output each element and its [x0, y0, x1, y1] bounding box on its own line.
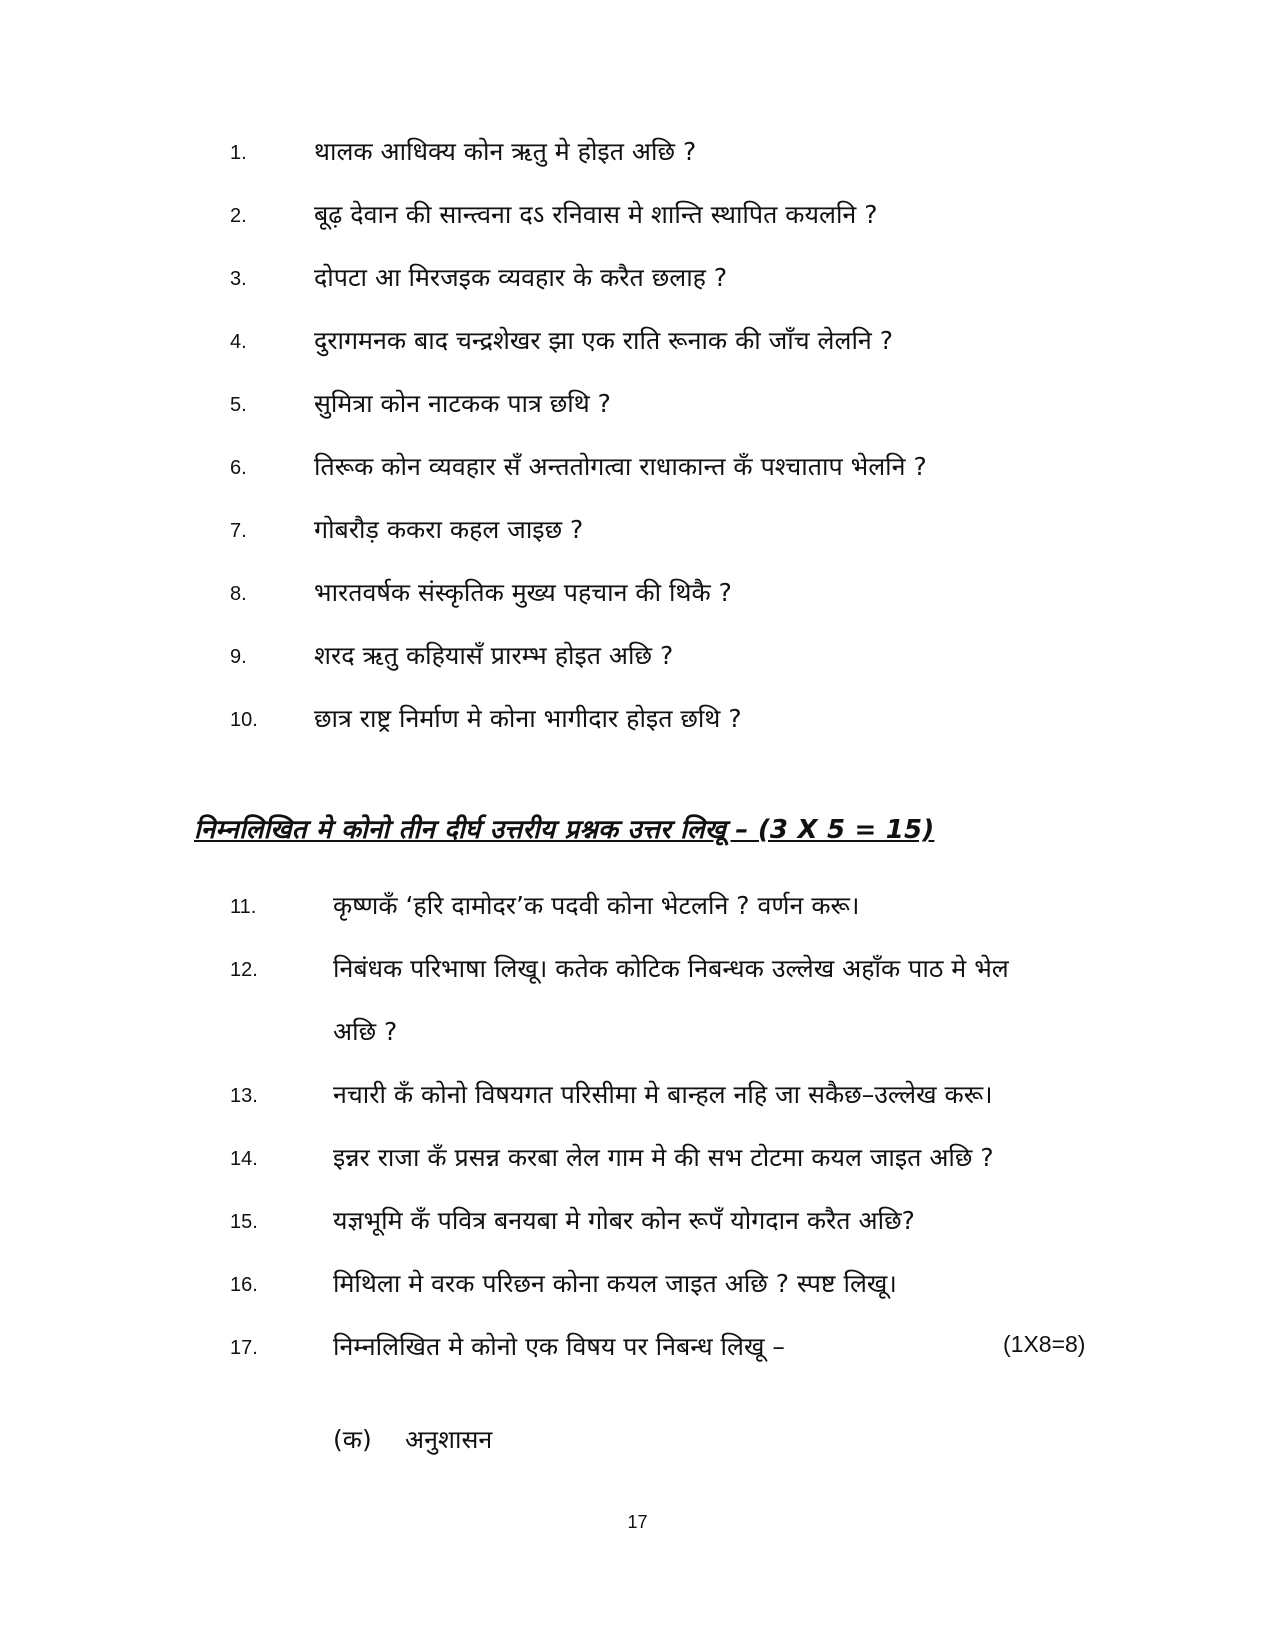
- question-row: [0, 449, 1275, 489]
- question-text: इन्नर राजा कँ प्रसन्न करबा लेल गाम मे की सभ टोटमा कयल जाइत अछि ?: [333, 1143, 994, 1172]
- question-text: यज्ञभूमि कँ पवित्र बनयबा मे गोबर कोन रूपँ योगदान करैत अछि?: [333, 1206, 915, 1235]
- essay-option: [333, 1422, 492, 1456]
- question-number: 16.: [230, 1274, 258, 1296]
- question-text: गोबरौड़ ककरा कहल जाइछ ?: [314, 515, 584, 544]
- question-row: [0, 951, 1275, 991]
- question-row: [0, 134, 1275, 174]
- question-row: [0, 197, 1275, 237]
- question-text: नचारी कँ कोनो विषयगत परिसीमा मे बान्हल नहि जा सकैछ–उल्लेख करू।: [333, 1080, 993, 1109]
- question-number: 11.: [230, 896, 257, 918]
- question-number: 12.: [230, 959, 258, 981]
- question-number: 15.: [230, 1211, 258, 1233]
- question-row: [0, 701, 1275, 741]
- question-text: निम्नलिखित मे कोनो एक विषय पर निबन्ध लिखू –: [333, 1332, 785, 1361]
- question-text: तिरूक कोन व्यवहार सँ अन्ततोगत्वा राधाकान्त कँ पश्चाताप भेलनि ?: [314, 452, 927, 481]
- question-text: थालक आधिक्य कोन ऋतु मे होइत अछि ?: [314, 137, 697, 166]
- question-number: 9.: [230, 646, 247, 668]
- page-number: 17: [627, 1512, 648, 1532]
- question-number: 17.: [230, 1337, 258, 1359]
- question-row: [0, 1203, 1275, 1243]
- question-row: [0, 1266, 1275, 1306]
- question-number: 6.: [230, 457, 247, 479]
- question-row: [0, 575, 1275, 615]
- question-row: [0, 323, 1275, 363]
- question-number: 7.: [230, 520, 247, 542]
- question-row: [0, 1077, 1275, 1117]
- section-heading: निम्नलिखित मे कोनो तीन दीर्घ उत्तरीय प्रश्नक उत्तर लिखू – (3 X 5 = 15): [194, 815, 935, 845]
- essay-option-text: अनुशासन: [405, 1425, 493, 1454]
- question-number: 10.: [230, 709, 258, 731]
- question-number: 8.: [230, 583, 247, 605]
- question-text-continuation: अछि ?: [333, 1017, 398, 1046]
- question-text: कृष्णकँ ‘हरि दामोदर’क पदवी कोना भेटलनि ? वर्णन करू।: [333, 891, 860, 920]
- question-row: [0, 386, 1275, 426]
- question-number: 2.: [230, 205, 247, 227]
- question-text: सुमित्रा कोन नाटकक पात्र छथि ?: [314, 389, 611, 418]
- question-text: छात्र राष्ट्र निर्माण मे कोना भागीदार होइत छथि ?: [314, 704, 742, 733]
- essay-option-label: (क): [333, 1425, 372, 1454]
- question-text: मिथिला मे वरक परिछन कोना कयल जाइत अछि ? स्पष्ट लिखू।: [333, 1269, 897, 1298]
- question-row: [0, 1140, 1275, 1180]
- question-text: शरद ऋतु कहियासँ प्रारम्भ होइत अछि ?: [314, 641, 674, 670]
- question-row: [0, 1329, 1275, 1369]
- question-number: 5.: [230, 394, 247, 416]
- marks-label: (1X8=8): [1003, 1331, 1086, 1357]
- question-text: बूढ़ देवान की सान्त्वना दऽ रनिवास मे शान्ति स्थापित कयलनि ?: [314, 200, 878, 229]
- question-row: [0, 888, 1275, 928]
- question-number: 4.: [230, 331, 247, 353]
- question-row: [0, 638, 1275, 678]
- question-row: [0, 260, 1275, 300]
- question-text: दोपटा आ मिरजइक व्यवहार के करैत छलाह ?: [314, 263, 728, 292]
- question-number: 13.: [230, 1085, 258, 1107]
- question-text: भारतवर्षक संस्कृतिक मुख्य पहचान की थिकै ?: [314, 578, 732, 607]
- question-text: निबंधक परिभाषा लिखू। कतेक कोटिक निबन्धक उल्लेख अहाँक पाठ मे भेल: [333, 954, 1009, 983]
- question-number: 3.: [230, 268, 247, 290]
- question-text: दुरागमनक बाद चन्द्रशेखर झा एक राति रूनाक की जाँच लेलनि ?: [314, 326, 894, 355]
- question-number: 1.: [230, 142, 247, 164]
- question-row: [0, 512, 1275, 552]
- question-number: 14.: [230, 1148, 258, 1170]
